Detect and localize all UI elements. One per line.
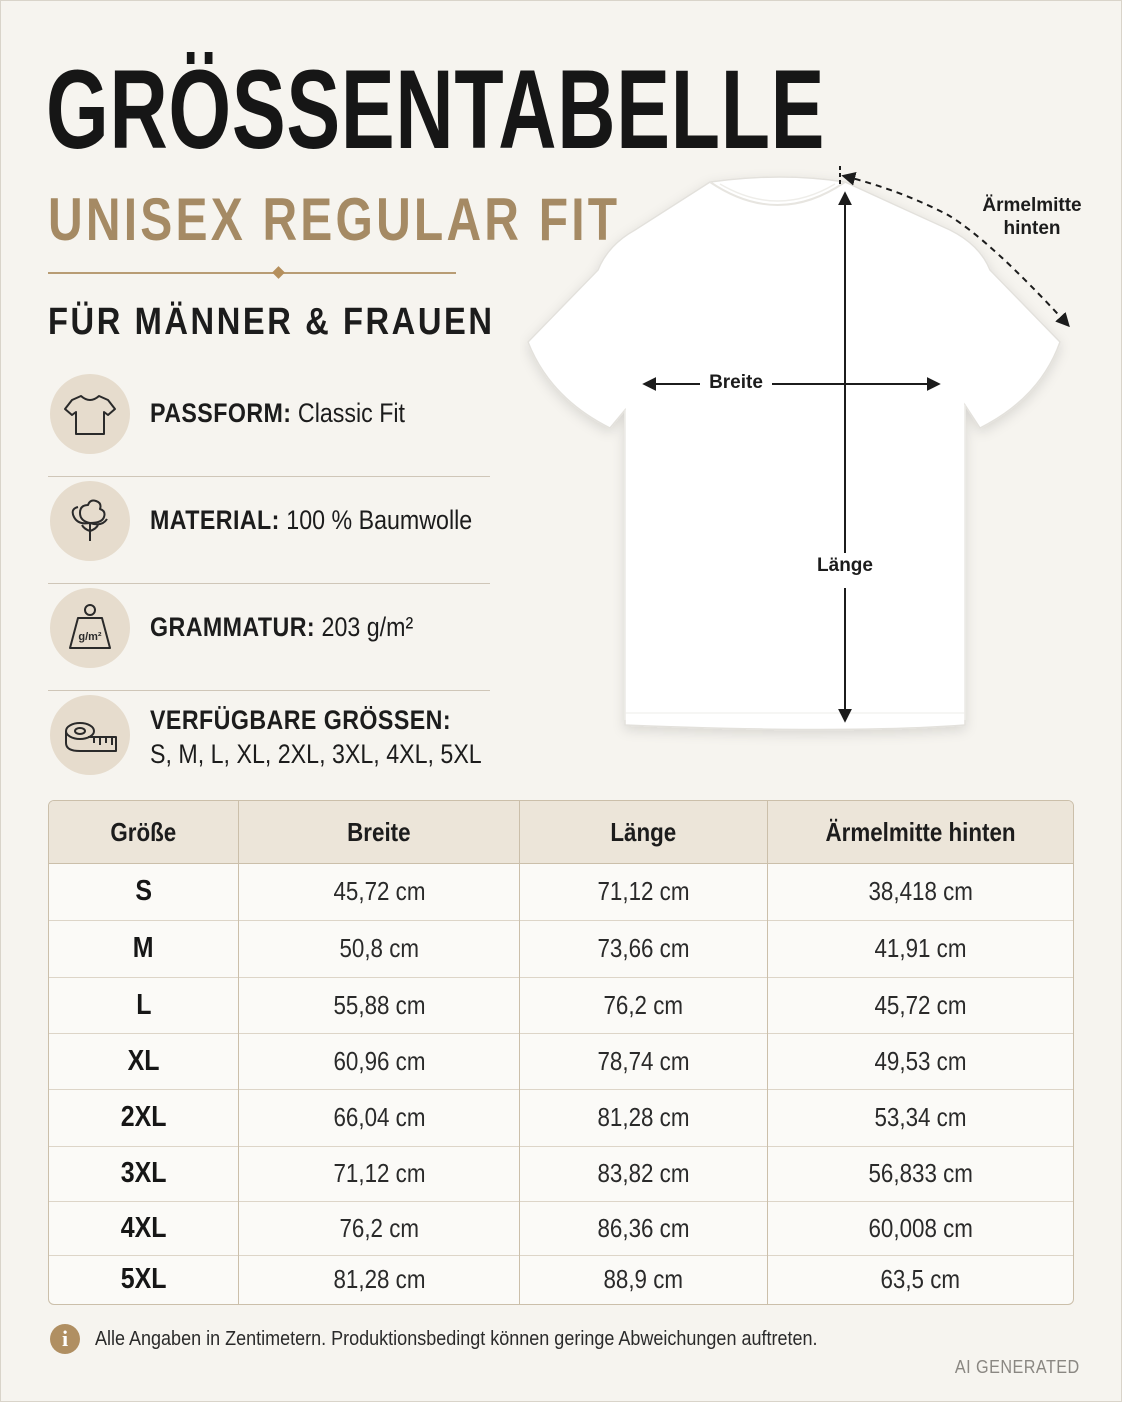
sleeve-label-line2: hinten: [1003, 217, 1061, 239]
column-divider: [238, 801, 239, 1304]
cell-size: 5XL: [120, 1263, 167, 1295]
cell-size: M: [133, 932, 154, 964]
feature-material-label: MATERIAL:: [150, 505, 280, 535]
cell-width: 45,72 cm: [333, 876, 425, 906]
column-divider: [519, 801, 520, 1304]
footnote: Alle Angaben in Zentimetern. Produktionsbedingt können geringe Abweichungen auftreten.: [95, 1328, 818, 1350]
audience-heading: FÜR MÄNNER & FRAUEN: [48, 301, 495, 343]
feature-material: [48, 477, 490, 584]
tshirt-diagram: [520, 160, 1110, 750]
cell-length: 78,74 cm: [597, 1045, 690, 1076]
table-row: [49, 1146, 1073, 1202]
header-sleeve: Ärmelmitte hinten: [825, 816, 1016, 847]
cell-size: S: [135, 875, 152, 907]
feature-fit-value: Classic Fit: [297, 398, 406, 428]
tape-measure-icon: [50, 695, 130, 775]
table-header: [49, 801, 1073, 864]
cell-width: 76,2 cm: [339, 1212, 419, 1243]
info-icon: i: [50, 1324, 80, 1354]
table-row: [49, 920, 1073, 978]
width-label: Breite: [709, 372, 763, 393]
cell-sleeve: 60,008 cm: [868, 1212, 973, 1243]
weight-icon: [50, 588, 130, 668]
feature-fit-text: [150, 398, 405, 429]
cell-width: 50,8 cm: [339, 933, 419, 963]
cotton-icon: [50, 481, 130, 561]
cell-size: 2XL: [120, 1101, 167, 1133]
feature-material-value: 100 % Baumwolle: [286, 505, 473, 535]
cell-sleeve: 49,53 cm: [874, 1045, 967, 1076]
feature-weight-label: GRAMMATUR:: [150, 612, 316, 642]
weight-icon-text: g/m²: [78, 631, 102, 643]
cell-length: 88,9 cm: [603, 1264, 684, 1294]
cell-sleeve: 63,5 cm: [880, 1264, 961, 1294]
cell-sleeve: 38,418 cm: [868, 876, 973, 906]
cell-width: 81,28 cm: [333, 1264, 425, 1294]
table-row: [49, 863, 1073, 921]
cell-length: 86,36 cm: [597, 1212, 690, 1243]
table-row: [49, 1201, 1073, 1256]
feature-sizes-label-wrap: [150, 705, 451, 736]
cell-length: 83,82 cm: [597, 1158, 690, 1188]
feature-sizes-value: S, M, L, XL, 2XL, 3XL, 4XL, 5XL: [150, 739, 482, 769]
cell-size: 3XL: [120, 1157, 167, 1189]
cell-sleeve: 53,34 cm: [874, 1102, 967, 1132]
cell-size: L: [135, 988, 152, 1021]
cell-sleeve: 41,91 cm: [874, 933, 967, 963]
cell-length: 73,66 cm: [597, 933, 690, 963]
feature-sizes-label: VERFÜGBARE GRÖSSEN:: [150, 705, 452, 735]
table-row: [49, 1089, 1073, 1147]
cell-width: 66,04 cm: [333, 1102, 425, 1132]
cell-length: 71,12 cm: [597, 876, 690, 906]
cell-size: XL: [127, 1044, 160, 1077]
length-label: Länge: [817, 555, 873, 576]
cell-length: 81,28 cm: [597, 1102, 690, 1132]
table-row: [49, 1033, 1073, 1090]
sleeve-label: [972, 195, 1092, 241]
cell-size: 4XL: [120, 1211, 167, 1244]
header-width: Breite: [347, 816, 411, 847]
tshirt-shape: [528, 177, 1060, 730]
column-divider: [767, 801, 768, 1304]
feature-fit: [48, 370, 490, 477]
cell-width: 71,12 cm: [333, 1158, 425, 1188]
page-subtitle: UNISEX REGULAR FIT: [48, 186, 621, 253]
cell-sleeve: 45,72 cm: [874, 989, 967, 1020]
header-length: Länge: [610, 816, 677, 847]
cell-sleeve: 56,833 cm: [868, 1158, 973, 1188]
sleeve-label-line1: Ärmelmitte: [982, 195, 1082, 216]
feature-weight: [48, 584, 490, 691]
table-row: [49, 1255, 1073, 1304]
cell-width: 55,88 cm: [333, 989, 425, 1020]
feature-weight-value: 203 g/m²: [321, 612, 414, 642]
tshirt-icon: [50, 374, 130, 454]
ai-generated-label: AI GENERATED: [955, 1357, 1080, 1377]
table-row: [49, 977, 1073, 1034]
tshirt-illustration: [520, 160, 1110, 750]
size-table: [48, 800, 1074, 1305]
divider: [48, 272, 456, 274]
feature-material-text: [150, 505, 472, 536]
feature-fit-label: PASSFORM:: [150, 398, 292, 428]
feature-sizes: [48, 691, 490, 798]
cell-width: 60,96 cm: [333, 1045, 425, 1076]
page-title: GRÖSSENTABELLE: [46, 47, 826, 172]
cell-length: 76,2 cm: [603, 989, 684, 1020]
feature-weight-text: [150, 612, 413, 643]
header-size: Größe: [110, 816, 177, 847]
